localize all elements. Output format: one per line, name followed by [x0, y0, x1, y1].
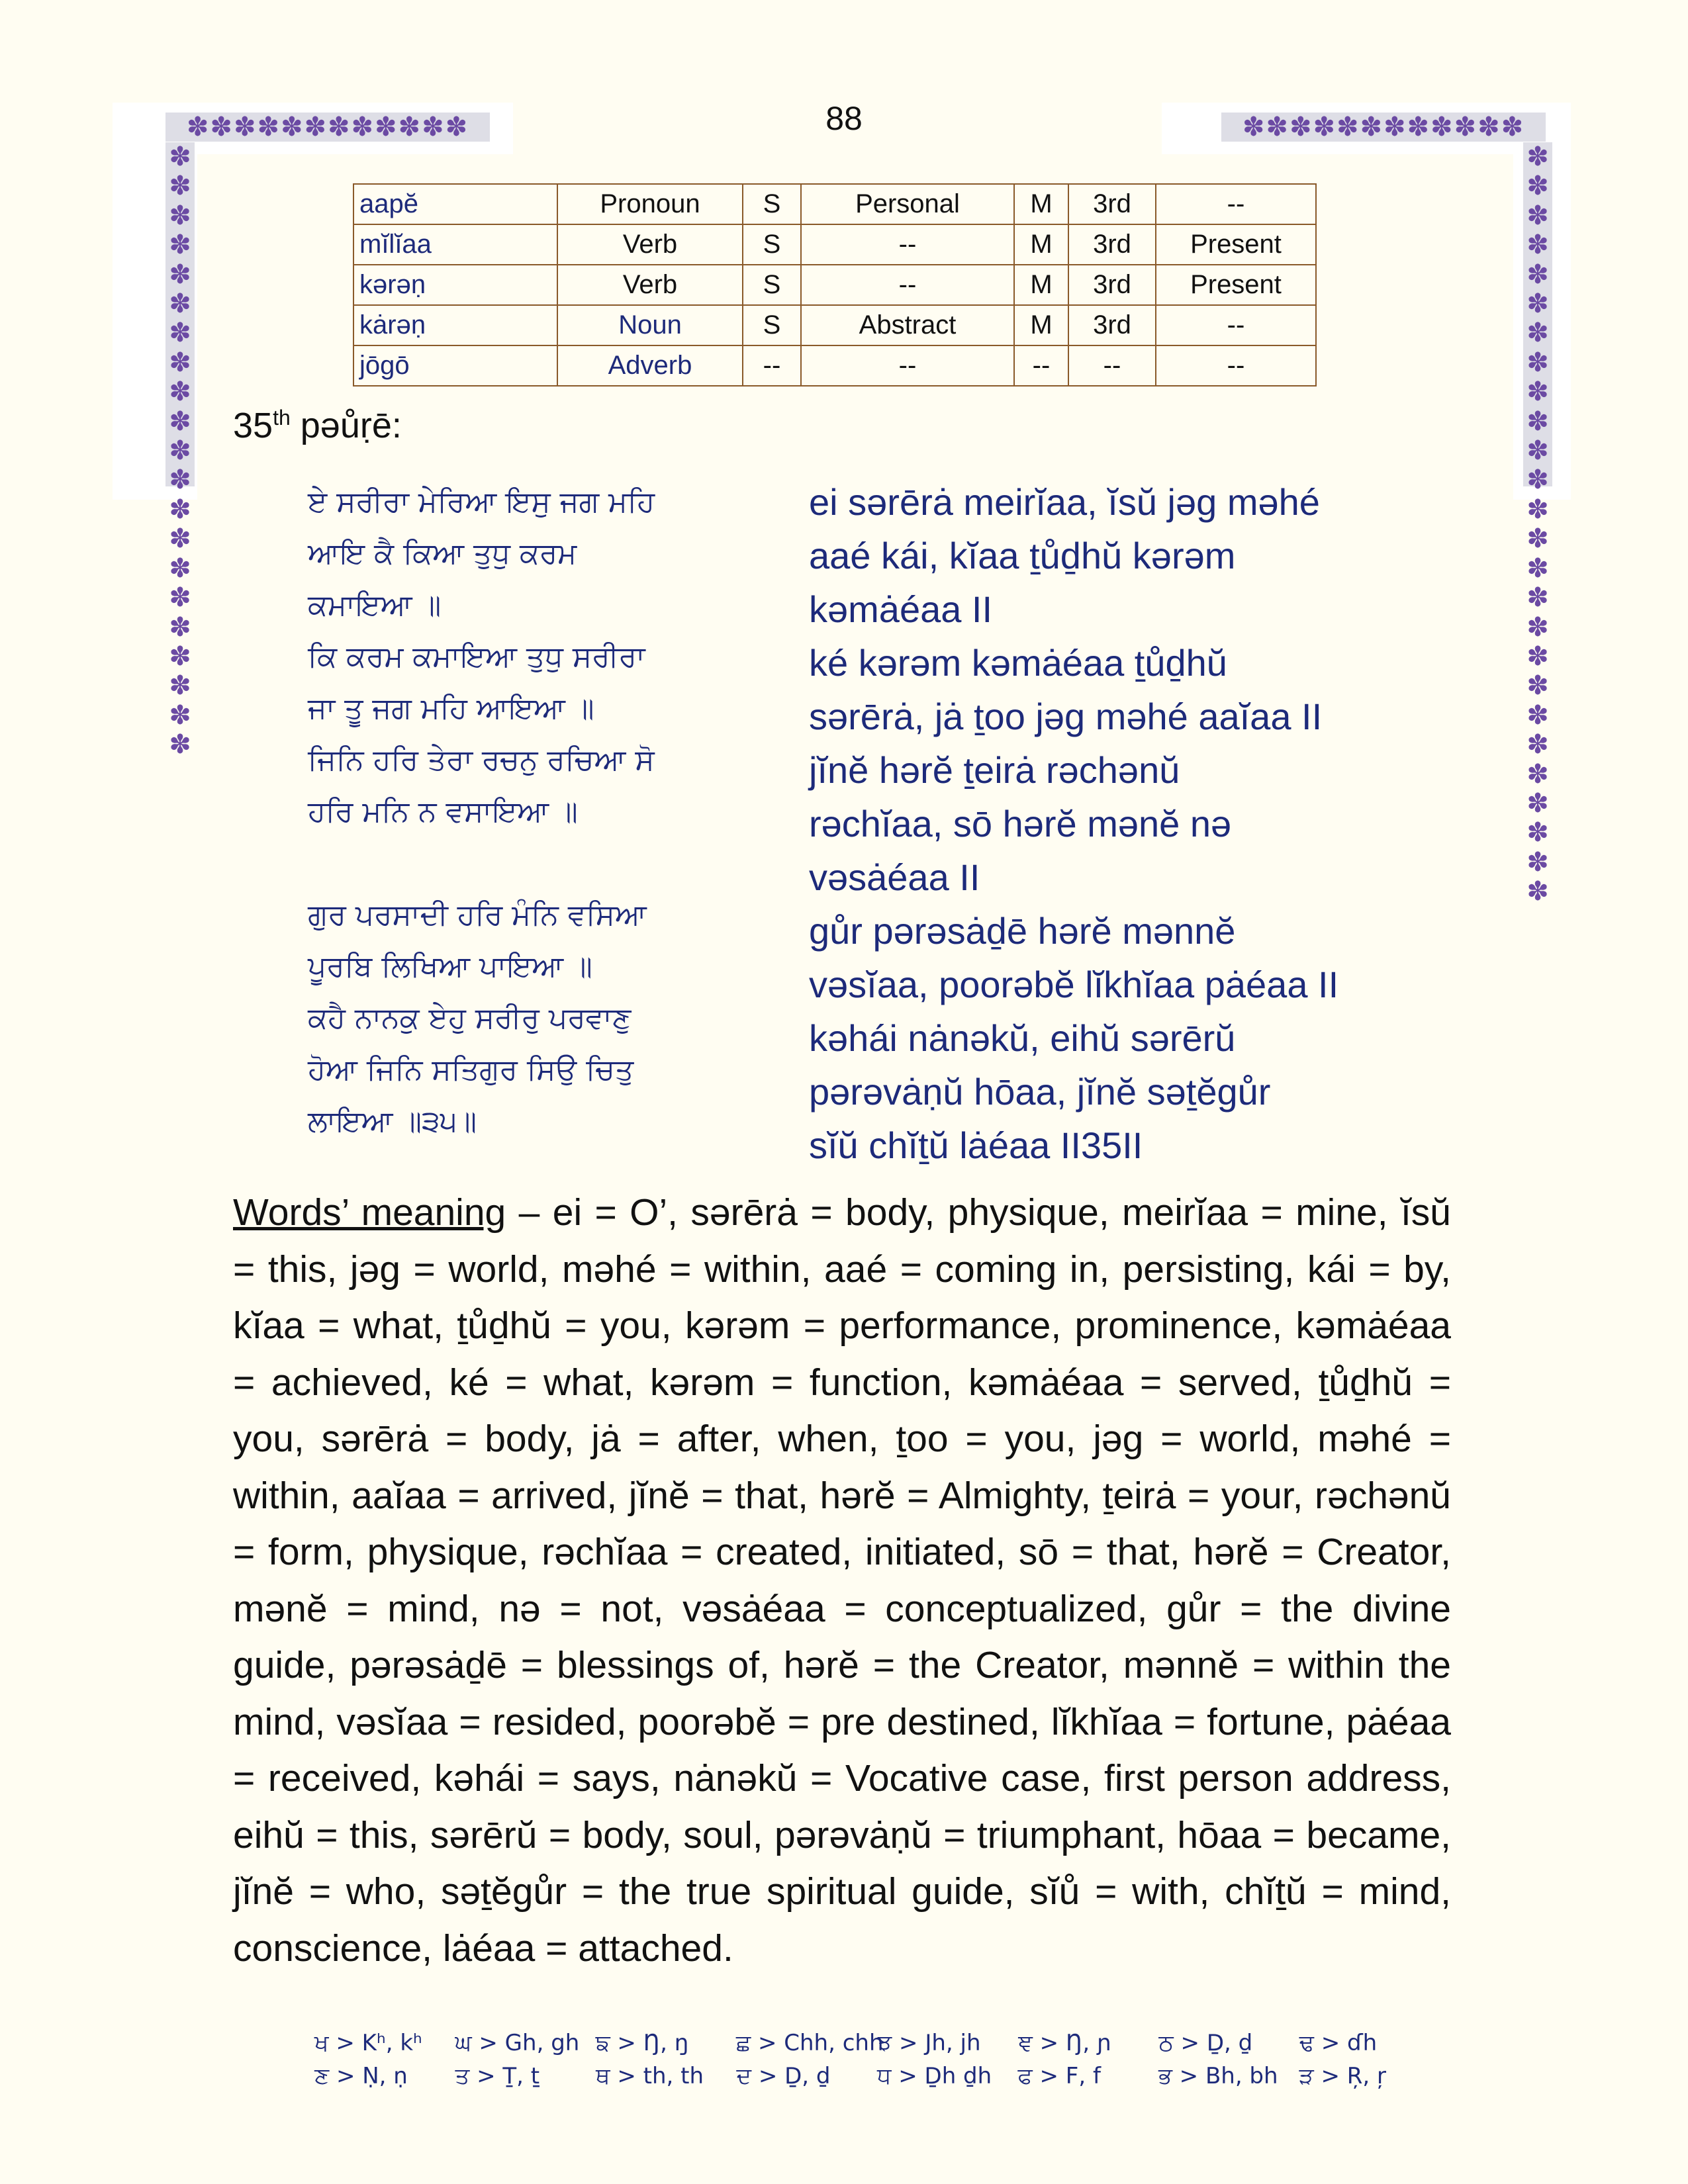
table-cell-word: kərəṇ [353, 265, 557, 305]
verse-transliteration-line: jĭnĕ hərĕ ṯeirȧ rəchənŭ [809, 749, 1180, 791]
table-cell-type: -- [801, 265, 1014, 305]
table-cell-number: -- [743, 345, 801, 386]
transliteration-key-entry: ਣ > Ṇ, ṇ [314, 2063, 408, 2089]
table-row [353, 184, 1316, 224]
page-number: 88 [825, 100, 863, 137]
table-cell-type: Abstract [801, 305, 1014, 345]
table-cell-number: S [743, 224, 801, 265]
transliteration-key-entry: ਠ > Ḏ, ḏ [1158, 2030, 1253, 2056]
words-meaning-label: Words’ meaning [233, 1191, 506, 1234]
transliteration-key-entry: ਙ > Ŋ, ŋ [595, 2030, 689, 2056]
table-cell-person: 3rd [1068, 224, 1156, 265]
verse-gurmukhi-line: ਜਾ ਤੂ ਜਗ ਮਹਿ ਆਇਆ ॥ [308, 692, 594, 725]
verse-gurmukhi-line: ਹਰਿ ਮਨਿ ਨ ਵਸਾਇਆ ॥ [308, 795, 578, 829]
table-cell-gender: -- [1014, 345, 1068, 386]
table-cell-type: -- [801, 224, 1014, 265]
top-left-flower-row: ✽✽✽✽✽✽✽✽✽✽✽✽ [165, 113, 490, 142]
verse-transliteration-column [809, 475, 1391, 1172]
verse-gurmukhi-line: ਪੂਰਬਿ ਲਿਖਿਆ ਪਾਇਆ ॥ [308, 950, 592, 983]
heading-number: 35 [233, 406, 273, 445]
table-cell-type: -- [801, 345, 1014, 386]
verse-gurmukhi-line: ਕਿ ਕਰਮ ਕਮਾਇਆ ਤੁਧੁ ਸਰੀਰਾ [308, 640, 645, 674]
table-cell-tense: Present [1156, 265, 1316, 305]
table-row [353, 224, 1316, 265]
verse-transliteration-line: sĭŭ chĭṯŭ lȧéaa II35II [809, 1124, 1143, 1166]
table-cell-tense: -- [1156, 184, 1316, 224]
transliteration-key-entry: ਦ > Ḏ, ḏ [736, 2063, 831, 2089]
transliteration-key-entry: ਧ > Ḏh ḏh [877, 2063, 992, 2089]
table-cell-gender: M [1014, 224, 1068, 265]
verse-transliteration-line: aaé kái, kĭaa ṯůḏhŭ kərəm [809, 535, 1236, 576]
top-right-flower-row: ✽✽✽✽✽✽✽✽✽✽✽✽ [1221, 113, 1546, 142]
table-cell-word: mĭlĭaa [353, 224, 557, 265]
words-meaning-text: – ei = O’, sərērȧ = body, physique, meirĭaa = mine, ĭsŭ = this, jəg = world, məhé = within, aaé = coming in, persisting, kái = by, kĭaa = what, ṯůḏhŭ = you, kərəm = performance, prominence, kəmȧéaa = achieved, ké = what, kərəm = function, kəmȧéaa = served, ṯůḏhŭ = you, sərērȧ = body, jȧ = after, when, ṯoo = you, jəg = world, məhé = within, aaĭaa = arrived, jĭnĕ = that, hərĕ = Almighty, ṯeirȧ = your, rəchənŭ = form, physique, rəchĭaa = created, initiated, sō = that, hərĕ = Creator, mənĕ = mind, nə = not, vəsȧéaa = conceptualized, gůr = the divine guide, pərəsȧḏē = blessings of, hərĕ = the Creator, mənnĕ = within the mind, vəsĭaa = resided, poorəbĕ = pre destined, lĭkhĭaa = fortune, pȧéaa = received, kəhái = says, nȧnəkŭ = Vocative case, first person address, eihŭ = this, sərērŭ = body, soul, pərəvȧṇŭ = triumphant, hōaa = became, jĭnĕ = who, səṯĕgůr = the true spiritual guide, sĭů = with, chĭṯŭ = mind, conscience, lȧéaa = attached. [233, 1191, 1452, 1970]
table-cell-person: -- [1068, 345, 1156, 386]
transliteration-key-row [314, 2060, 1440, 2093]
verse-transliteration-line: ei sərērȧ meirĭaa, ĭsŭ jəg məhé [809, 481, 1320, 523]
verse-transliteration-line: kəhái nȧnəkŭ, eihŭ sərērŭ [809, 1017, 1236, 1059]
table-cell-person: 3rd [1068, 184, 1156, 224]
transliteration-key-entry: ਥ > th, th [596, 2063, 704, 2089]
table-cell-type: Personal [801, 184, 1014, 224]
table-cell-gender: M [1014, 184, 1068, 224]
table-cell-part-of-speech: Noun [557, 305, 743, 345]
table-cell-gender: M [1014, 265, 1068, 305]
verse-transliteration-line: pərəvȧṇŭ hōaa, jĭnĕ səṯĕgůr [809, 1071, 1271, 1113]
left-flower-column: ✽✽✽✽✽✽✽✽✽✽✽✽✽✽✽✽✽✽✽✽✽ [165, 142, 195, 486]
right-flower-column: ✽✽✽✽✽✽✽✽✽✽✽✽✽✽✽✽✽✽✽✽✽✽✽✽✽✽ [1523, 142, 1552, 486]
table-cell-tense: -- [1156, 305, 1316, 345]
table-cell-part-of-speech: Verb [557, 265, 743, 305]
transliteration-key [314, 2026, 1440, 2093]
table-cell-number: S [743, 184, 801, 224]
table-cell-word: jōgō [353, 345, 557, 386]
table-cell-gender: M [1014, 305, 1068, 345]
verse-gurmukhi-line: ਜਿਨਿ ਹਰਿ ਤੇਰਾ ਰਚਨੁ ਰਚਿਆ ਸੋ [308, 743, 655, 777]
heading-ordinal: th [273, 406, 291, 430]
transliteration-key-entry: ਭ > Bh, bh [1158, 2063, 1278, 2089]
heading-title: pəůṛē: [290, 406, 402, 445]
table-cell-part-of-speech: Pronoun [557, 184, 743, 224]
verse-transliteration-line: ké kərəm kəmȧéaa ṯůḏhŭ [809, 642, 1227, 684]
verse-transliteration-line: gůr pərəsȧḏē hərĕ mənnĕ [809, 910, 1236, 952]
verse-gurmukhi-line: ਕਹੈ ਨਾਨਕੁ ਏਹੁ ਸਰੀਰੁ ਪਰਵਾਣੁ [308, 1001, 632, 1035]
verse-transliteration-line: kəmȧéaa II [809, 588, 993, 630]
transliteration-key-entry: ਘ > Gh, gh [455, 2030, 580, 2056]
transliteration-key-entry: ਫ > F, f [1017, 2063, 1101, 2089]
table-row [353, 305, 1316, 345]
verse-gurmukhi-line: ਗੁਰ ਪਰਸਾਦੀ ਹਰਿ ਮੰਨਿ ਵਸਿਆ [308, 898, 647, 932]
grammar-table [353, 183, 1317, 387]
stanza-gap [308, 838, 718, 889]
table-cell-part-of-speech: Adverb [557, 345, 743, 386]
transliteration-key-entry: ਢ > ɗh [1299, 2030, 1378, 2056]
table-cell-part-of-speech: Verb [557, 224, 743, 265]
transliteration-key-entry: ਖ > Kʰ, kʰ [314, 2030, 422, 2056]
transliteration-key-entry: ਝ > Jh, jh [877, 2030, 981, 2056]
table-cell-tense: -- [1156, 345, 1316, 386]
verse-transliteration-line: rəchĭaa, sō hərĕ mənĕ nə [809, 803, 1232, 844]
verse-gurmukhi-line: ਕਮਾਇਆ ॥ [308, 588, 442, 622]
transliteration-key-row [314, 2026, 1440, 2060]
transliteration-key-entry: ੜ > Ŗ, ŗ [1299, 2063, 1387, 2089]
transliteration-key-entry: ਛ > Chh, chh [735, 2030, 884, 2056]
table-cell-word: aapĕ [353, 184, 557, 224]
section-heading [233, 405, 402, 446]
table-cell-number: S [743, 265, 801, 305]
table-row [353, 265, 1316, 305]
verse-transliteration-line: sərērȧ, jȧ ṯoo jəg məhé aaĭaa II [809, 696, 1323, 737]
transliteration-key-entry: ਞ > Ŋ, ɲ [1018, 2030, 1111, 2056]
words-meaning-paragraph [233, 1185, 1451, 1977]
table-row [353, 345, 1316, 386]
verse-gurmukhi-line: ਏ ਸਰੀਰਾ ਮੇਰਿਆ ਇਸੁ ਜਗ ਮਹਿ [308, 485, 655, 519]
verse-gurmukhi-line: ਲਾਇਆ ॥੩੫॥ [308, 1105, 477, 1138]
table-cell-tense: Present [1156, 224, 1316, 265]
verse-gurmukhi-column [308, 477, 718, 1148]
verse-transliteration-line: vəsĭaa, poorəbĕ lĭkhĭaa pȧéaa II [809, 964, 1339, 1005]
table-cell-person: 3rd [1068, 305, 1156, 345]
table-cell-person: 3rd [1068, 265, 1156, 305]
verse-transliteration-line: vəsȧéaa II [809, 856, 980, 898]
verse-gurmukhi-line: ਹੋਆ ਜਿਨਿ ਸਤਿਗੁਰ ਸਿਉ ਚਿਤੁ [308, 1053, 634, 1087]
table-cell-word: kȧrəṇ [353, 305, 557, 345]
transliteration-key-entry: ਤ > Ṯ, ṯ [455, 2063, 540, 2089]
table-cell-number: S [743, 305, 801, 345]
verse-gurmukhi-line: ਆਇ ਕੈ ਕਿਆ ਤੁਧੁ ਕਰਮ [308, 537, 577, 570]
